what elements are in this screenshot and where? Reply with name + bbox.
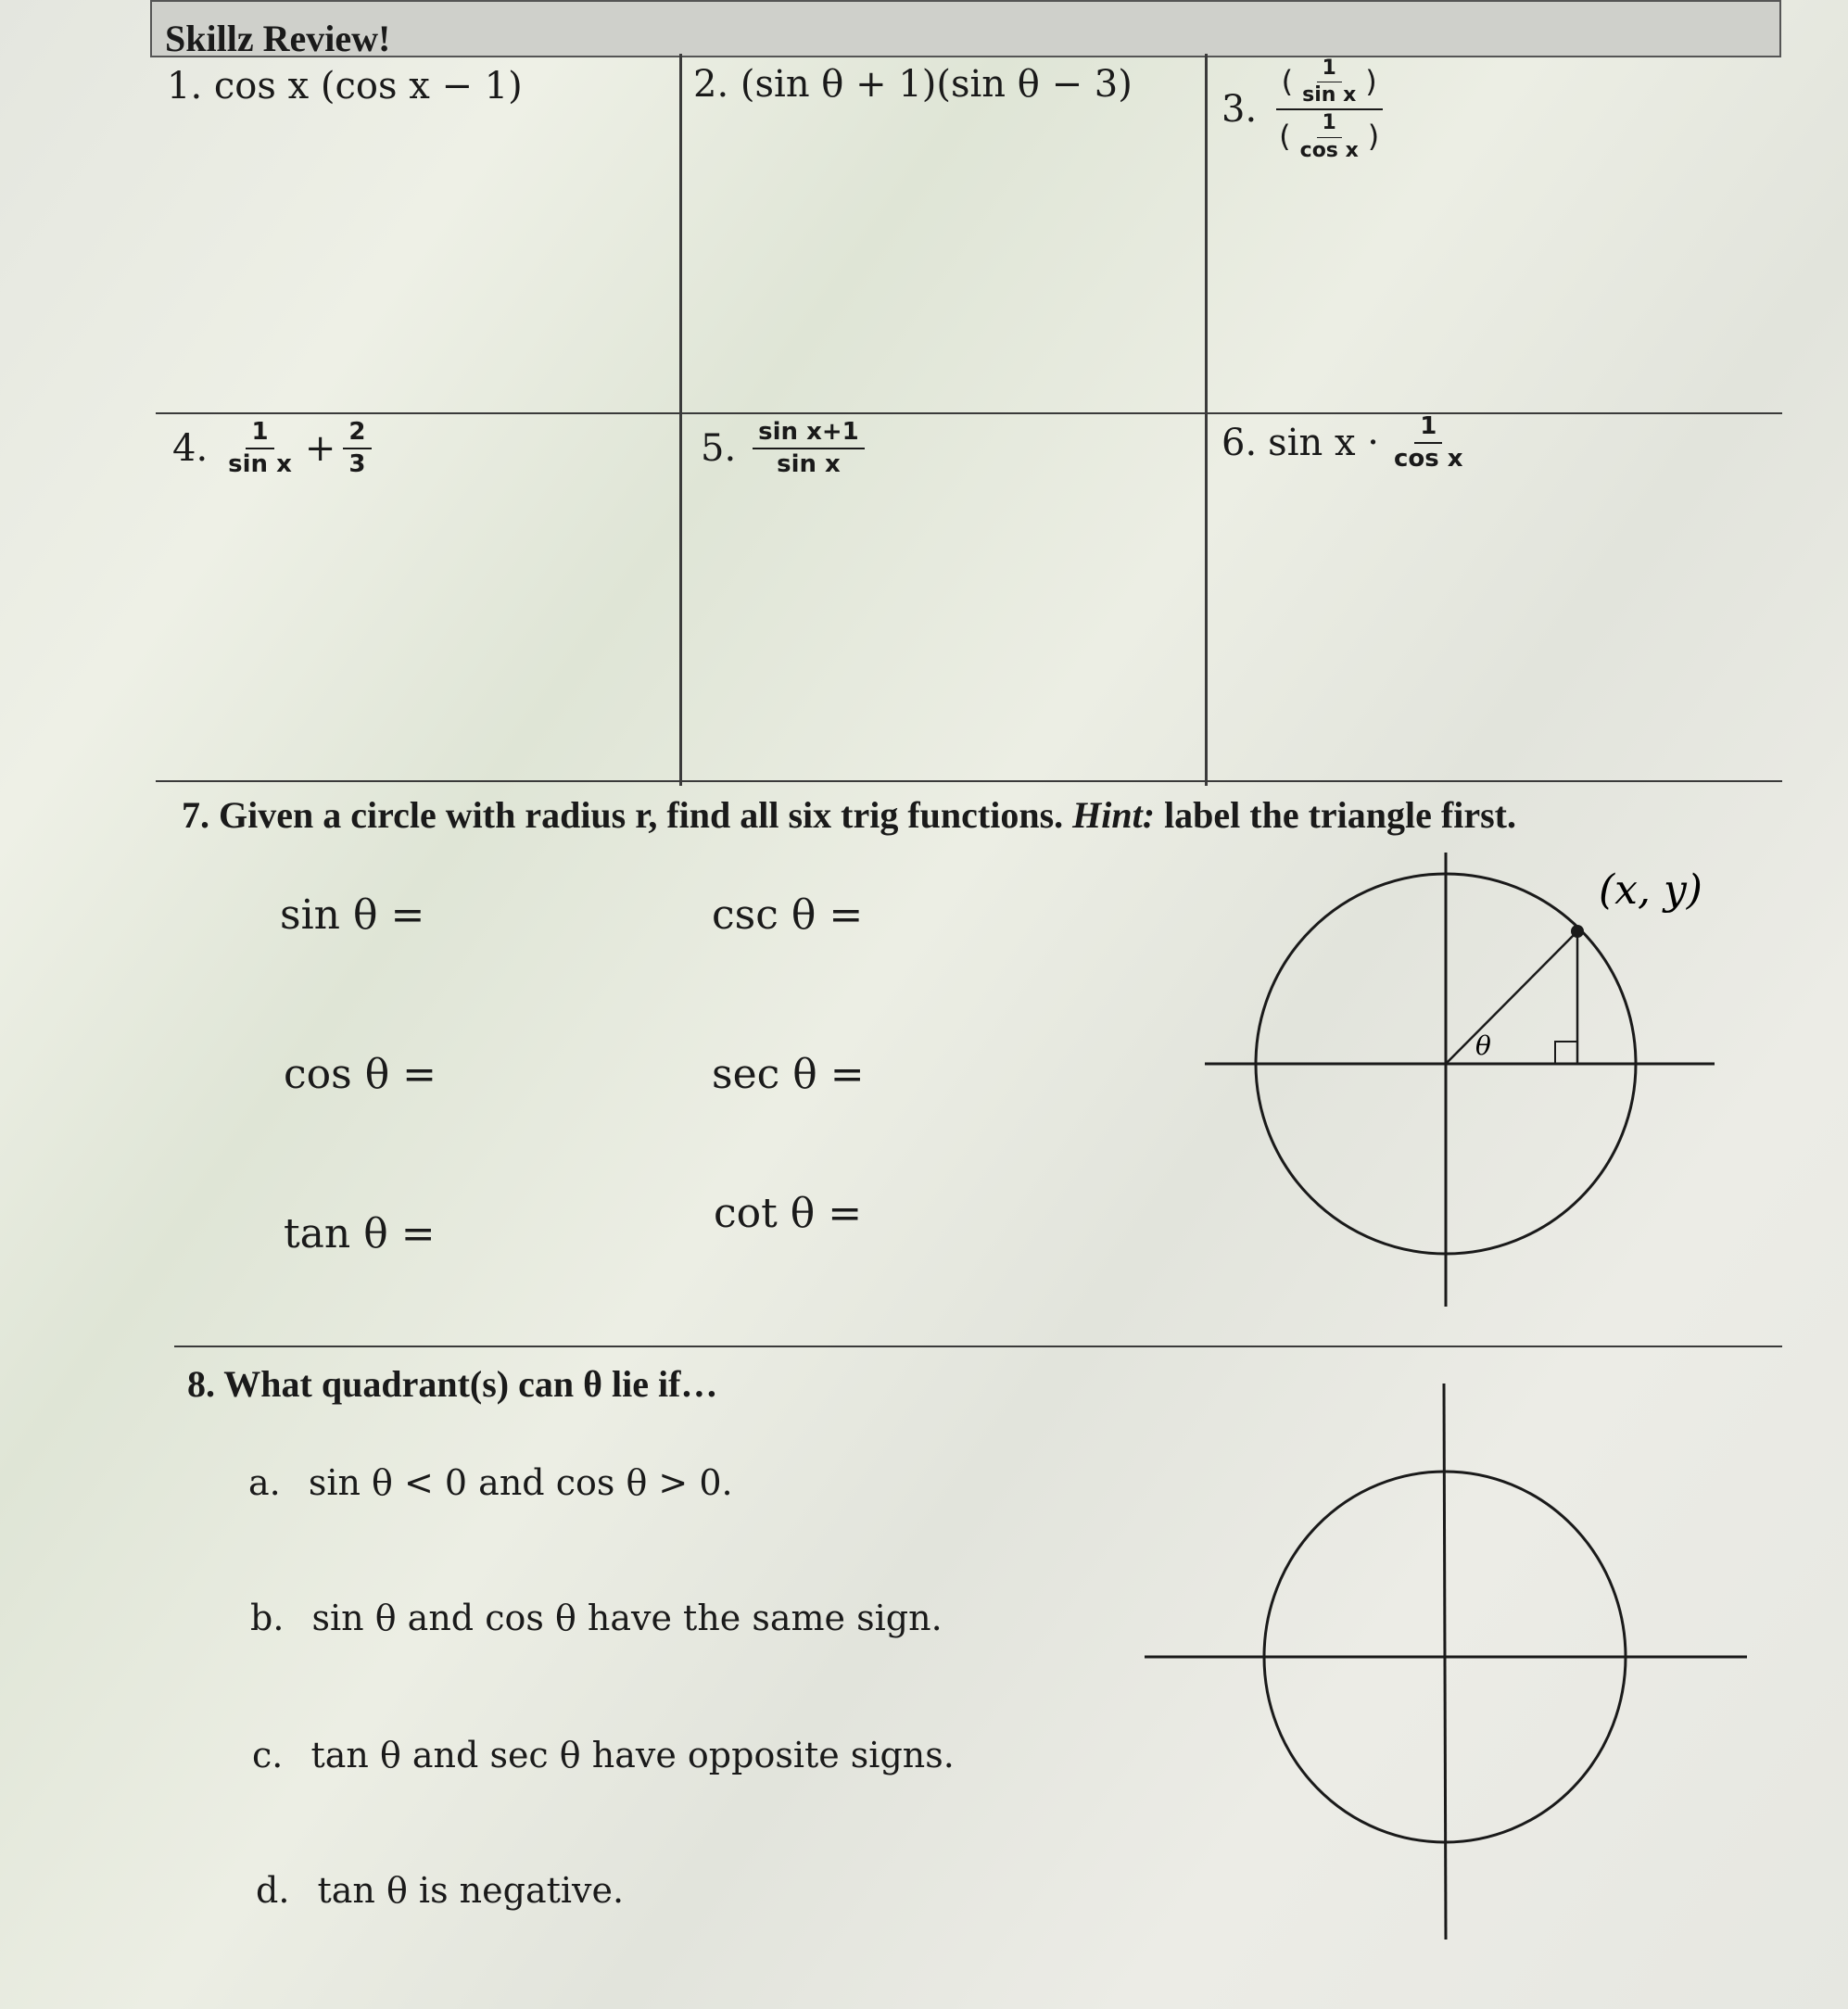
problem-6-prefix: sin x · — [1268, 421, 1379, 464]
grid-divider-v1 — [679, 54, 682, 786]
inner-top-numerator: 1 — [1317, 57, 1342, 82]
quadrant-circle-diagram — [1135, 1379, 1756, 1944]
item-letter: b. — [250, 1598, 285, 1638]
y-axis — [1444, 1384, 1446, 1940]
fraction-numerator: 1 — [1414, 413, 1442, 444]
item-letter: a. — [248, 1462, 281, 1503]
cot-answer-label: cot θ = — [714, 1190, 863, 1237]
section-divider — [174, 1346, 1782, 1347]
unit-circle-diagram — [1196, 843, 1733, 1316]
question-7-text: Given a circle with radius r, find all six trig functions. — [219, 794, 1064, 836]
problem-2 — [693, 63, 1133, 106]
fraction-numerator: 2 — [343, 419, 371, 449]
inner-fraction-top — [1297, 57, 1361, 107]
item-text: sin θ < 0 and cos θ > 0. — [308, 1462, 733, 1503]
q8-item-c — [252, 1735, 955, 1775]
header-bar — [150, 0, 1781, 57]
question-8-number: 8. — [187, 1363, 215, 1405]
question-8-prompt — [187, 1362, 717, 1406]
question-7-hint-text: label the triangle first. — [1164, 794, 1516, 836]
problem-4-number: 4. — [172, 426, 209, 470]
question-7-hint-label: Hint: — [1072, 794, 1156, 836]
problem-5 — [701, 419, 868, 477]
item-text: sin θ and cos θ have the same sign. — [311, 1598, 943, 1638]
problem-1-expression: cos x (cos x − 1) — [213, 65, 523, 107]
csc-answer-label: csc θ = — [712, 891, 864, 939]
sin-answer-label: sin θ = — [280, 891, 425, 939]
q8-item-a — [248, 1462, 733, 1503]
problem-1 — [167, 65, 523, 107]
problem-4 — [172, 419, 375, 477]
problem-4-fraction-2 — [343, 419, 371, 477]
problem-3-compound-fraction — [1273, 57, 1385, 162]
problem-3-number: 3. — [1221, 88, 1258, 132]
item-letter: c. — [252, 1735, 284, 1775]
problem-5-number: 5. — [701, 426, 737, 470]
inner-top-denominator: sin x — [1302, 83, 1357, 107]
problem-2-number: 2. — [693, 63, 729, 106]
q8-item-b — [250, 1598, 943, 1638]
problem-6-fraction — [1388, 413, 1469, 472]
fraction-denominator: cos x — [1393, 444, 1463, 473]
item-text: tan θ and sec θ have opposite signs. — [310, 1735, 955, 1775]
fraction-denominator: 3 — [348, 449, 366, 478]
fraction-denominator: sin x — [777, 449, 841, 478]
open-paren: ( — [1281, 64, 1294, 100]
radius-line — [1446, 931, 1577, 1064]
problem-4-fraction-1 — [222, 419, 297, 477]
item-letter: d. — [256, 1870, 290, 1911]
plus-sign: + — [304, 426, 336, 470]
inner-fraction-bottom — [1295, 112, 1364, 161]
worksheet-title: Skillz Review! — [165, 18, 391, 59]
sec-answer-label: sec θ = — [712, 1051, 865, 1098]
question-7-number: 7. — [182, 794, 209, 836]
close-paren: ) — [1367, 119, 1380, 155]
point-label: (x, y) — [1599, 866, 1702, 914]
fraction-denominator: sin x — [228, 449, 292, 478]
inner-bottom-denominator: cos x — [1299, 138, 1359, 162]
fraction-numerator: 1 — [246, 419, 273, 449]
question-7-prompt — [182, 793, 1516, 837]
open-paren: ( — [1279, 119, 1291, 155]
q8-item-d — [256, 1870, 624, 1911]
fraction-numerator: sin x+1 — [753, 419, 865, 449]
grid-divider-h2 — [156, 780, 1782, 782]
problem-3 — [1221, 57, 1388, 162]
angle-label: θ — [1475, 1030, 1491, 1061]
cos-answer-label: cos θ = — [284, 1051, 437, 1098]
inner-bottom-numerator: 1 — [1317, 112, 1342, 137]
problem-1-number: 1. — [167, 65, 203, 107]
point-marker — [1571, 925, 1584, 938]
grid-divider-h1 — [156, 412, 1782, 414]
item-text: tan θ is negative. — [317, 1870, 625, 1911]
problem-6 — [1221, 413, 1473, 472]
question-8-text: What quadrant(s) can θ lie if… — [223, 1363, 718, 1405]
close-paren: ) — [1365, 64, 1377, 100]
grid-divider-v2 — [1205, 54, 1208, 786]
problem-5-fraction — [753, 419, 865, 477]
problem-2-expression: (sin θ + 1)(sin θ − 3) — [740, 63, 1133, 106]
problem-6-number: 6. — [1221, 421, 1258, 464]
tan-answer-label: tan θ = — [284, 1210, 436, 1257]
right-angle-mark — [1555, 1042, 1577, 1064]
